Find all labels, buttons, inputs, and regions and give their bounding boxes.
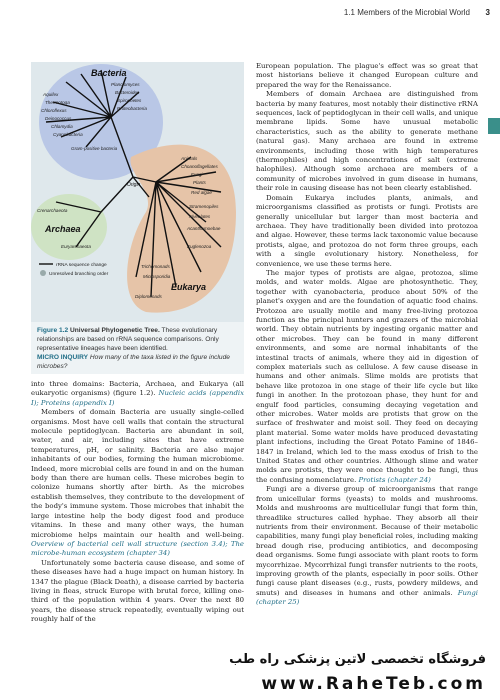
right-paragraph-5: Fungi are a diverse group of microorganisms that range from unicellular forms (yeasts) to molds and mushrooms. Molds and mushrooms are multicellular fungi that form thin, threadlike structures called hyphae. They absorb all their nutrients from their environment. Because of their metabolic capabilities, many fungi play beneficial roles, including making bread dough rise, producing antibiotics, and decomposing dead organisms. Some fungi associate with plant roots to form mycorrhizae. Mycorrhizal fungi transfer nutrients to the roots, improving growth of the plants, especially in poor soils. Other fungi cause plant diseases (e.g., rusts, powdery mildews, and smuts) and diseases in humans and other animals. Fungi (chapter 25) [256,485,478,607]
running-title: 1.1 Members of the Microbial World [343,8,470,17]
taxon-label: Proteobacteria [117,106,147,111]
phylogenetic-tree-figure [31,62,244,322]
taxon-label: Chlamydia [51,124,73,129]
taxon-label: Euglenozoa [187,244,212,249]
unresolved-legend-label: Unresolved branching order [49,272,109,277]
figure-title: Universal Phylogenetic Tree. [70,327,160,334]
store-name-persian: فروشگاه تخصصی لاتین پزشکی راه طب [229,652,486,667]
taxon-label: Aquifex [43,92,59,97]
taxon-label: Choanoflagellates [181,164,218,169]
right-paragraph-2: Members of domain Archaea are distinguished from bacteria by many features, most notably their distinctive rRNA sequences, lack of peptidoglycan in their cell walls, and unique membrane lipids. Some have unusual metabolic characteristics, such as the ability to generate methane (natural gas). Many archaea are found in extreme environments, including those with high temperatures (thermophiles) and high concentrations of salt (extreme halophiles). Although some archaea are members of a community of microbes involved in gum disease in humans, their role in causing disease has not been clearly established. [256,90,478,193]
chapter-tab [488,118,500,134]
page-header [0,0,500,26]
cross-reference-link[interactable]: Nucleic acids (appendix I); Proteins (appendix I) [31,389,244,407]
unresolved-legend-swatch [40,270,46,276]
taxon-label: Animals [181,156,198,161]
taxon-label: Spirochetes [117,98,142,103]
bacteria-domain-label: Bacteria [91,68,127,78]
left-paragraph-3: Unfortunately some bacteria cause disease, and some of these diseases have had a huge impact on human history. In 1347 the plague (Black Death), a disease carried by bacteria living in fleas, struck Europe with brutal force, killing one-third of the population within 4 years. Over the next 80 years, the disease struck repeatedly, eventually wiping out roughly half of the [31,558,244,624]
cross-reference-link[interactable]: Overview of bacterial cell wall structure (section 3.4); The microbe-human ecosystem (chapter 34) [31,539,244,558]
origin-label: Origin [127,182,141,188]
taxon-label: Crenarchaeota [37,208,68,213]
figure-label: Figure 1.2 [37,327,69,334]
right-paragraph-3: Domain Eukarya includes plants, animals, and microorganisms classified as protists or fungi. Protists are generally unicellular but larger than most bacteria and archaea. They have traditionally been divided into protozoa and algae. However, these terms lack taxonomic value because protists, algae, and protozoa do not form three groups, each with a single evolutionary history. Nonetheless, for convenience, we use these terms here. [256,193,478,268]
store-url[interactable]: www.RaheTeb.com [261,674,486,694]
taxon-label: Red algae [191,190,212,195]
eukarya-domain-label: Eukarya [171,282,207,292]
right-paragraph-1: European population. The plague's effect was so great that most historians believe it changed European culture and prepared the way for the Renaissance. [256,62,478,89]
taxon-label: Planctomyces [111,82,140,87]
taxon-label: Chloroflexus [41,108,67,113]
cross-reference-link[interactable]: Protists (chapter 24) [358,475,431,484]
left-column [31,380,244,625]
micro-inquiry-text: How many of the taxa listed in the figure include microbes? [37,354,230,370]
figure-caption-text: These evolutionary relationships are based on rRNA sequence comparisons. Only representative lineages have been identified. [37,327,219,352]
left-paragraph-1: into three domains: Bacteria, Archaea, and Eukarya (all eukaryotic organisms) (figure 1.2). Nucleic acids (appendix I); Proteins (appendix I) [31,380,244,407]
right-paragraph-4: The major types of protists are algae, protozoa, slime molds, and water molds. Algae are photosynthetic. They, together with cyanobacteria, produce about 50% of the planet's oxygen and are the foundation of aquatic food chains. Protozoa are usually motile and many free-living protozoa function as the principal hunters and grazers of the microbial world. They obtain nutrients by ingesting organic matter and other microbes. They can be found in many different environments, and some are normal inhabitants of the intestinal tracts of animals, where they aid in digestion of complex materials such as cellulose. A few cause disease in humans and other animals. Slime molds are protists that behave like protozoa in one stage of their life cycle but like fungi in another. In the protozoan phase, they hunt for and engulf food particles, consuming decaying vegetation and other microbes. Water molds are protists that grow on the surface of freshwater and moist soil. They feed on decaying plant material. Some water molds have produced devastating plant infections, including the Great Potato Famine of 1846–1847 in Ireland, which led to the mass exodus of Irish to the United States and other countries. Although slime and water molds are protists, they were once thought to be fungi, thus the confusing nomenclature. Protists (chapter 24) [256,268,478,484]
taxon-label: Stramenopiles [189,204,219,209]
taxon-label: Fungi [191,172,203,177]
taxon-label: Cyanobacteria [53,132,83,137]
phylogenetic-tree-svg [31,62,244,322]
taxon-label: Alveolates [189,214,211,219]
cross-reference-link[interactable]: Fungi (chapter 25) [256,588,478,607]
right-column [256,62,478,608]
taxon-label: Bacteroides [115,90,140,95]
taxon-label: Thermotoga [45,100,70,105]
rrna-legend-label: rRNA sequence change [56,263,107,268]
taxon-label: Microsporidia [143,274,171,279]
left-paragraph-2: Members of domain Bacteria are usually single-celled organisms. Most have cell walls that contain the structural molecule peptidoglycan. Bacteria are abundant in soil, water, and air, including sites that have extreme temperatures, pH, or salinity. Bacteria are also major inhabitants of our bodies, forming the human microbiome. Indeed, more microbial cells are found in and on the human body than there are human cells. These microbes begin to colonize humans shortly after birth. As the microbes establish themselves, they contribute to the development of the body's immune system. Those microbes that inhabit the large intestine help the body digest food and produce vitamins. In these and many other ways, the human microbiome helps maintain our health and well-being. Overview of bacterial cell wall structure (section 3.4); The microbe-human ecosystem (chapter 34) [31,408,244,558]
taxon-label: Diplomonads [135,294,162,299]
taxon-label: Plants [193,180,206,185]
taxon-label: Trichomonads [141,264,170,269]
taxon-label: Gram-positive bacteria [71,146,118,151]
taxon-label: Acanthamoebae [187,226,221,231]
page-number: 3 [485,8,490,17]
taxon-label: Deinococcus [45,116,72,121]
micro-inquiry-label: MICRO INQUIRY [37,354,89,361]
taxon-label: Euryarchaeota [61,244,91,249]
archaea-domain-label: Archaea [45,224,81,234]
watermark-footer [0,648,500,700]
figure-caption [31,322,244,374]
